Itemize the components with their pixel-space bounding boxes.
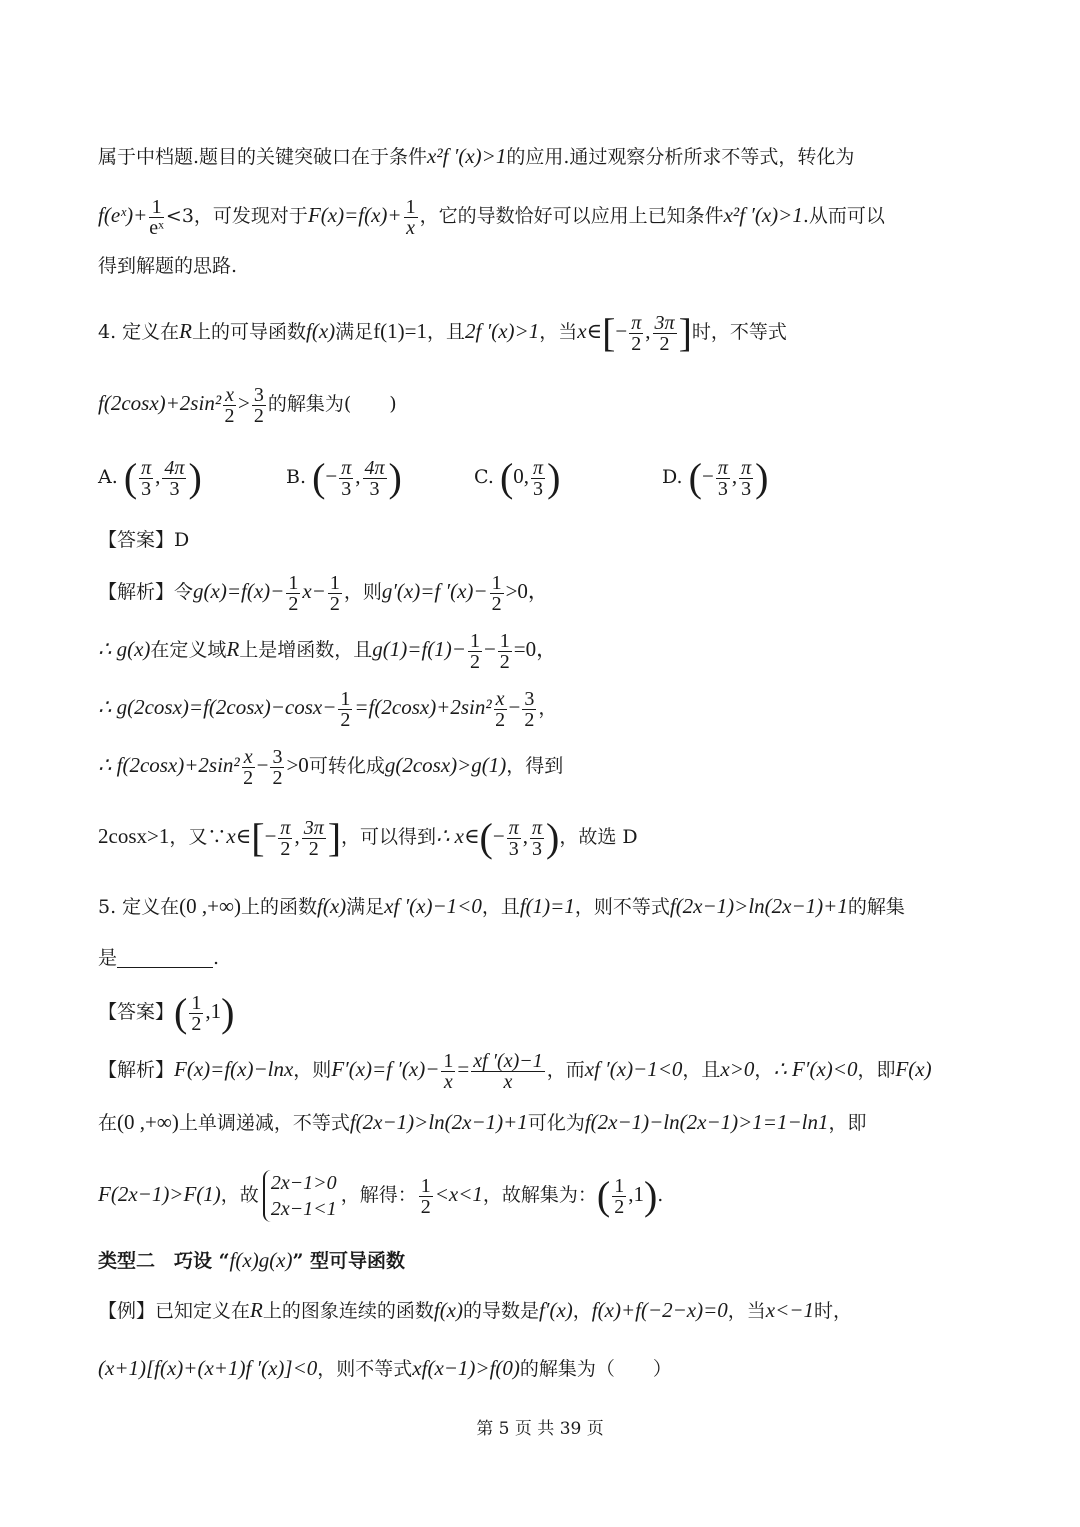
answer-blank[interactable] [117, 967, 213, 968]
option-a[interactable]: A. ( $\frac{\pi}{3}$ , $\frac{4\pi}{3}$ ) [98, 455, 202, 500]
page-footer: 第 5 页 共 39 页 [476, 1419, 604, 1439]
option-c[interactable]: C. (0, $\frac{\pi}{3}$ ) [474, 455, 561, 500]
answer-4: 【答案】D [98, 529, 190, 551]
fraction: $\frac{1}{x}$ [405, 195, 416, 239]
math: x²f ′(x)>1 [427, 144, 507, 168]
para-line-1 [98, 142, 990, 171]
text: 属于中档题.题目的关键突破口在于条件 [98, 146, 428, 168]
math: F(x)=f(x)+ [307, 203, 402, 227]
para-line-3: 得到解题的思路. [98, 255, 238, 277]
text: <3，可发现对于 [165, 205, 308, 227]
text: ，它的导数恰好可以应用上已知条件 [419, 205, 724, 227]
solution-4-line-3: ∴ g(2cosx)=f(2cosx)−cosx− $\frac{1}{2}$ =f(2cosx)+2sin² $\frac{x}{2}$ − $\frac{3}{2}$ ， [98, 687, 558, 731]
text: 的应用.通过观察分析所求不等式，转化为 [506, 146, 855, 168]
question-4-line-1: 4. 定义在R上的可导函数f(x)满足f(1)=1，且2f ′(x)>1，当x∈[− $\frac{\pi}{2}$ , $\frac{3\pi}{2}$ ]时，不等式 [98, 310, 787, 355]
question-4-line-2: f(2cosx)+2sin² $\frac{x}{2}$ > $\frac{3}{2}$ 的解集为( ) [98, 383, 397, 427]
option-d[interactable]: D. (− $\frac{\pi}{3}$ , $\frac{\pi}{3}$ ) [662, 455, 769, 500]
options-row [98, 448, 990, 504]
example-line-1: 【例】已知定义在R上的图象连续的函数f(x)的导数是f′(x)，f(x)+f(−2−x)=0，当x<−1时， [98, 1298, 852, 1322]
solution-5-line-3: F(2x−1)>F(1)，故 2x−1>0 2x−1<1 ，解得： $\frac{1}{2}$ <x<1，故解集为：( $\frac{1}{2}$ ,1). [98, 1172, 664, 1220]
solution-4-line-5: 2cosx>1，又∵x∈[− $\frac{\pi}{2}$ , $\frac{3\pi}{2}$ ]，可以得到∴ x∈(− $\frac{\pi}{3}$ , $\frac{\pi}{3}$ )，故选 D [98, 815, 638, 860]
fraction: $\frac{1}{\text{eˣ}}$ [149, 195, 164, 239]
solution-4-line-1: 【解析】令g(x)=f(x)− $\frac{1}{2}$ x− $\frac{1}{2}$ ，则g′(x)=f ′(x)− $\frac{1}{2}$ >0， [98, 571, 549, 615]
solution-4-line-2: ∴ g(x)在定义域R上是增函数，且g(1)=f(1)− $\frac{1}{2}$ − $\frac{1}{2}$ =0， [98, 629, 558, 673]
solution-4-line-4: ∴ f(2cosx)+2sin² $\frac{x}{2}$ − $\frac{3}{2}$ >0可转化成g(2cosx)>g(1)，得到 [98, 745, 564, 789]
question-5-line-1: 5. 定义在(0 ,+∞)上的函数f(x)满足xf ′(x)−1<0，且f(1)=1，则不等式f(2x−1)>ln(2x−1)+1的解集 [98, 894, 905, 918]
text: .从而可以 [802, 205, 885, 227]
example-line-2: (x+1)[f(x)+(x+1)f ′(x)]<0，则不等式xf(x−1)>f(0)的解集为（ ） [98, 1356, 672, 1380]
answer-5: 【答案】( $\frac{1}{2}$ ,1) [98, 990, 235, 1035]
math: x²f ′(x)>1 [723, 203, 803, 227]
option-b[interactable]: B. (− $\frac{\pi}{3}$ , $\frac{4\pi}{3}$ ) [286, 455, 402, 500]
question-5-line-2: 是 . [98, 947, 220, 969]
solution-5-line-2: 在(0 ,+∞)上单调递减，不等式f(2x−1)>ln(2x−1)+1可化为f(2x−1)−ln(2x−1)>1=1−ln1，即 [98, 1110, 867, 1134]
equation-system: 2x−1>0 2x−1<1 [263, 1170, 337, 1222]
para-line-2 [98, 188, 990, 242]
section-heading-type-2: 类型二 巧设 “f(x)g(x)” 型可导函数 [98, 1248, 406, 1272]
solution-5-line-1: 【解析】F(x)=f(x)−lnx，则F′(x)=f ′(x)− $\frac{1}{x}$ = $\frac{xf '(x)-1}{x}$ ，而xf ′(x)−1<0，且x>0，∴ F′(x)<0，即F(x) [98, 1049, 932, 1093]
math: f(eˣ)+ [98, 203, 148, 227]
